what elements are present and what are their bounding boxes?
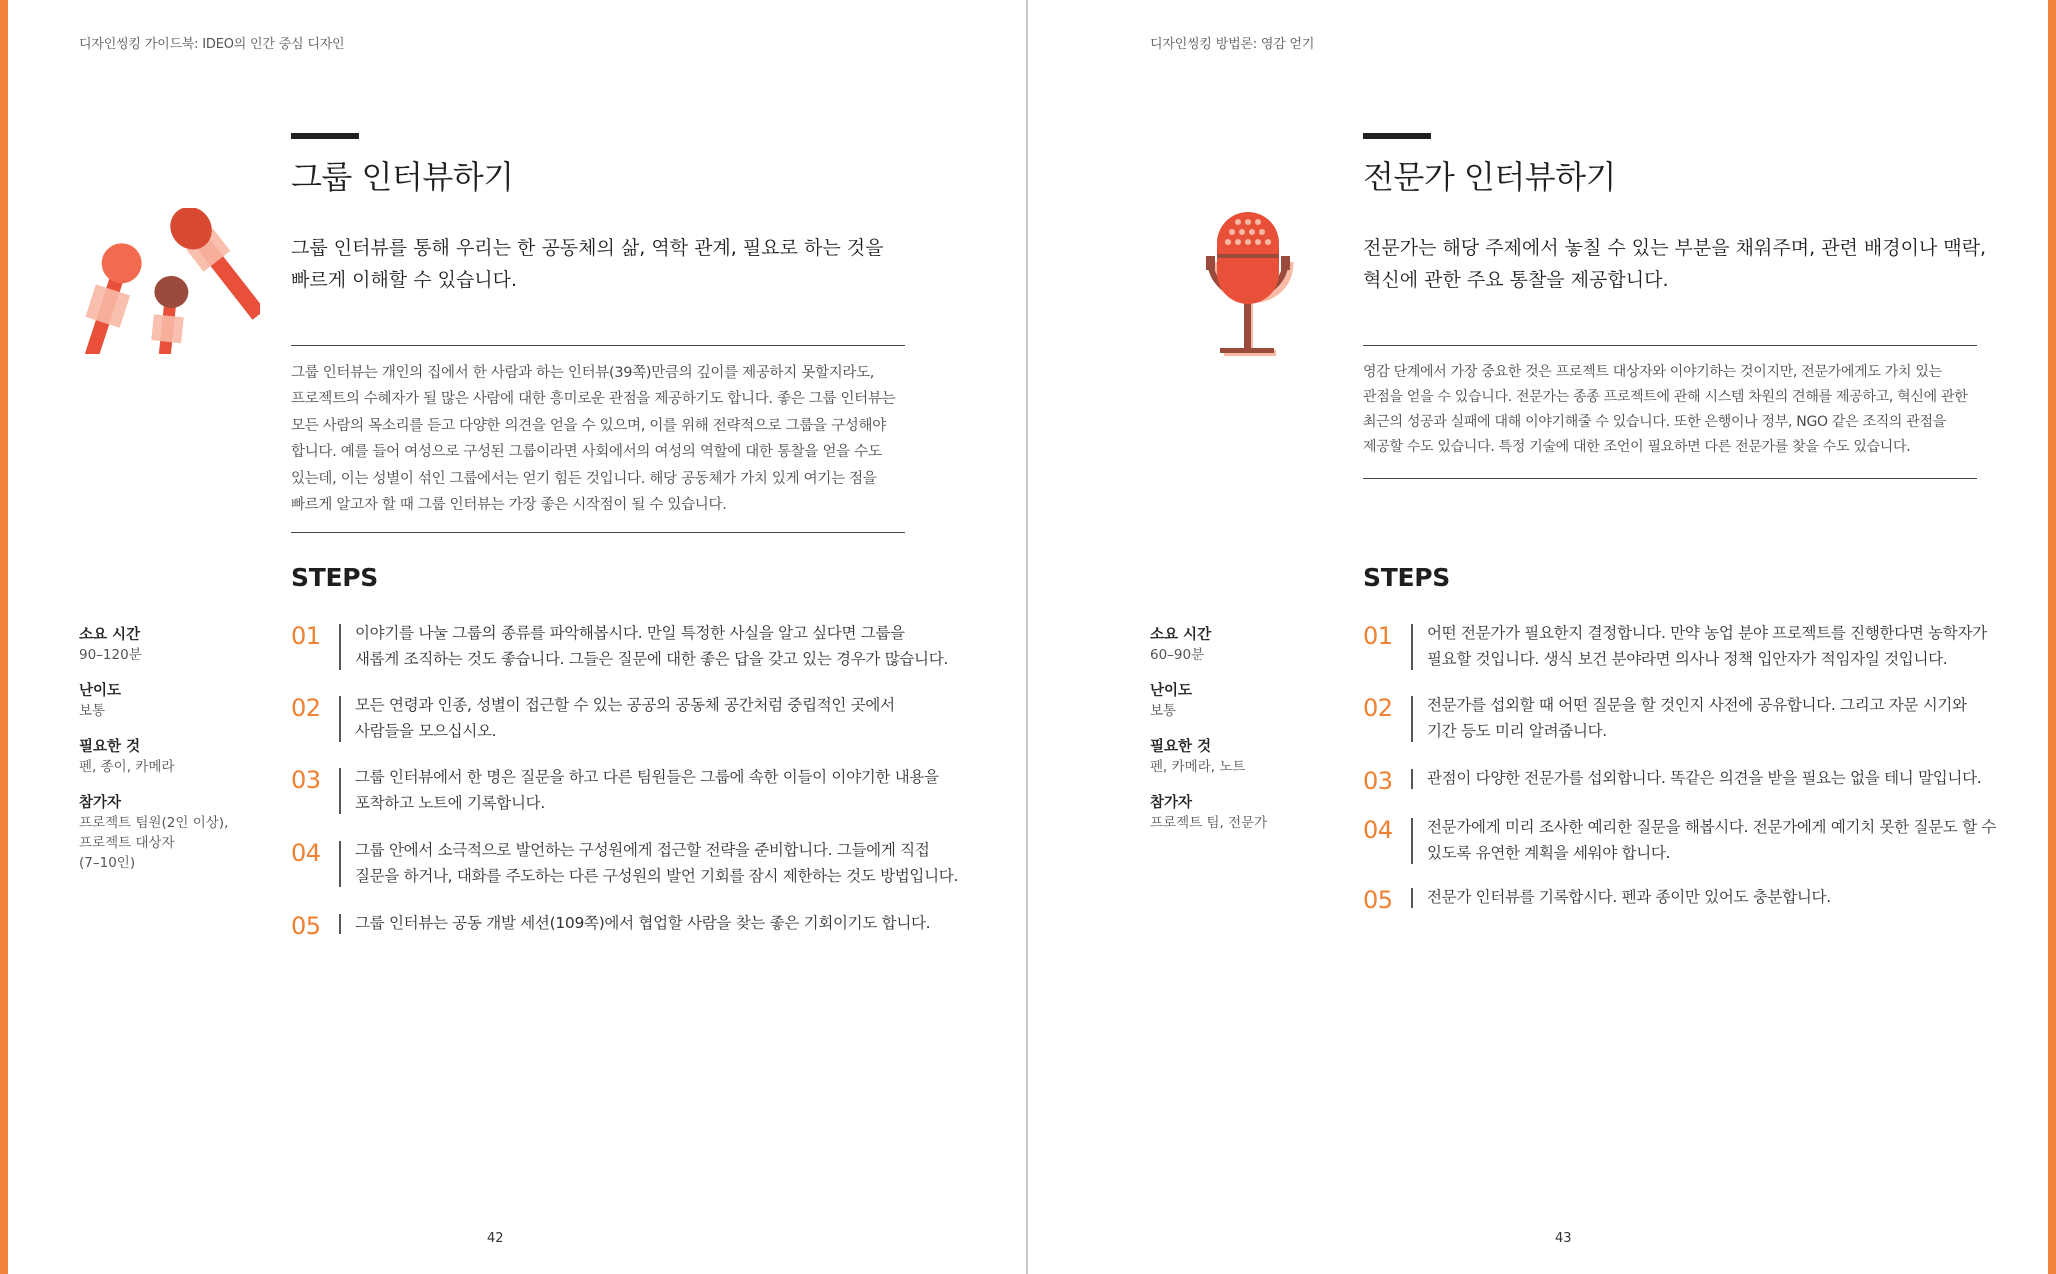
step-line: 전문가 인터뷰를 기록합시다. 펜과 종이만 있어도 충분합니다. [1427, 888, 1831, 906]
step-line: 그룹 인터뷰는 공동 개발 세션(109쪽)에서 협업할 사람을 찾는 좋은 기회이기도 합니다. [355, 914, 931, 932]
meta-value: 보통 [1150, 703, 1177, 719]
lede [291, 232, 931, 296]
step-line: 있도록 유연한 계획을 세워야 합니다. [1427, 844, 1671, 862]
body-line: 모든 사람의 목소리를 듣고 다양한 의견을 얻을 수 있으며, 이를 위해 전략적으로 그룹을 구성해야 [291, 417, 886, 434]
step-line: 사람들을 모으십시오. [355, 722, 497, 740]
section-rule [1363, 478, 1977, 479]
body-line: 프로젝트의 수혜자가 될 많은 사람에 대한 흥미로운 관점을 제공하기도 합니다. 좋은 그룹 인터뷰는 [291, 391, 896, 408]
step-number: 02 [1363, 694, 1393, 722]
body-line: 있는데, 이는 성별이 섞인 그룹에서는 얻기 힘든 것입니다. 해당 공동체가 가치 있게 여기는 점을 [291, 470, 877, 487]
step-text [355, 837, 958, 889]
step-item [291, 764, 939, 816]
step-line: 모든 연령과 인종, 성별이 접근할 수 있는 공공의 공동체 공간처럼 중립적인 곳에서 [355, 696, 895, 714]
body-line: 관점을 얻을 수 있습니다. 전문가는 종종 프로젝트에 관해 시스템 차원의 견해를 제공하고, 혁신에 관한 [1363, 389, 1968, 405]
step-number: 02 [291, 694, 321, 722]
step-number: 05 [1363, 886, 1393, 914]
step-item [1363, 884, 1831, 914]
meta-label: 소요 시간 [1150, 627, 1212, 643]
left-page [0, 0, 1026, 1274]
lede-line: 빠르게 이해할 수 있습니다. [291, 269, 518, 291]
running-header: 디자인씽킹 가이드북: IDEO의 인간 중심 디자인 [79, 37, 345, 52]
body-text [1363, 360, 1967, 460]
meta-label: 참가자 [79, 795, 122, 811]
step-item [1363, 692, 1967, 744]
step-divider [1411, 888, 1413, 908]
section-rule [291, 532, 905, 533]
meta-value: 60–90분 [1150, 647, 1205, 663]
step-line: 기간 등도 미리 알려줍니다. [1427, 722, 1607, 740]
step-number: 05 [291, 912, 321, 940]
step-text [1427, 765, 1981, 791]
step-line: 새롭게 조직하는 것도 좋습니다. 그들은 질문에 대한 좋은 답을 갖고 있는 경우가 많습니다. [355, 650, 949, 668]
step-number: 03 [291, 766, 321, 794]
step-number: 01 [1363, 622, 1393, 650]
step-number: 04 [1363, 816, 1393, 844]
step-text [355, 764, 939, 816]
step-number: 03 [1363, 767, 1393, 795]
step-divider [1411, 818, 1413, 864]
section-rule [1363, 345, 1977, 346]
meta-label: 필요한 것 [79, 739, 141, 755]
body-line: 최근의 성공과 실패에 대해 이야기해줄 수 있습니다. 또한 은행이나 정부, NGO 같은 조직의 관점을 [1363, 414, 1946, 430]
meta-value [79, 813, 228, 873]
page-title: 전문가 인터뷰하기 [1363, 158, 1616, 196]
step-divider [339, 914, 341, 934]
step-divider [1411, 624, 1413, 670]
meta-value-line: 프로젝트 대상자 [79, 835, 175, 851]
step-text [1427, 620, 1987, 672]
step-line: 이야기를 나눌 그룹의 종류를 파악해봅시다. 만일 특정한 사실을 알고 싶다면 그룹을 [355, 624, 905, 642]
step-divider [1411, 769, 1413, 789]
right-edge-accent [2048, 0, 2056, 1274]
page-number: 42 [487, 1231, 504, 1246]
step-line: 어떤 전문가가 필요한지 결정합니다. 만약 농업 분야 프로젝트를 진행한다면 농학자가 [1427, 624, 1987, 642]
meta-label: 소요 시간 [79, 627, 141, 643]
body-line: 합니다. 예를 들어 여성으로 구성된 그룹이라면 사회에서의 여성의 역할에 대한 통찰을 얻을 수도 [291, 444, 882, 461]
meta-label: 난이도 [1150, 683, 1193, 699]
step-item [291, 620, 948, 672]
handheld-microphones-icon [78, 208, 260, 354]
step-line: 전문가에게 미리 조사한 예리한 질문을 해봅시다. 전문가에게 예기치 못한 질문도 할 수 [1427, 818, 1997, 836]
step-item [1363, 765, 1981, 795]
step-divider [339, 696, 341, 742]
body-line: 빠르게 알고자 할 때 그룹 인터뷰는 가장 좋은 시작점이 될 수 있습니다. [291, 497, 727, 514]
body-line: 제공할 수도 있습니다. 특정 기술에 대한 조언이 필요하면 다른 전문가를 찾을 수도 있습니다. [1363, 439, 1911, 455]
body-text [291, 360, 895, 518]
step-item [1363, 620, 1987, 672]
step-line: 그룹 인터뷰에서 한 명은 질문을 하고 다른 팀원들은 그룹에 속한 이들이 이야기한 내용을 [355, 768, 939, 786]
section-rule [291, 345, 905, 346]
step-text [355, 910, 930, 936]
meta-value: 90–120분 [79, 647, 142, 663]
meta-value: 펜, 카메라, 노트 [1150, 759, 1246, 775]
meta-value-line: (7–10인) [79, 855, 136, 871]
studio-microphone-icon [1196, 208, 1300, 360]
step-line: 관점이 다양한 전문가를 섭외합니다. 똑같은 의견을 받을 필요는 없을 테니 말입니다. [1427, 769, 1982, 787]
step-item [1363, 814, 1996, 866]
lede-line: 그룹 인터뷰를 통해 우리는 한 공동체의 삶, 역학 관계, 필요로 하는 것을 [291, 237, 884, 259]
step-line: 포착하고 노트에 기록합니다. [355, 794, 545, 812]
meta-label: 난이도 [79, 683, 122, 699]
body-line: 영감 단계에서 가장 중요한 것은 프로젝트 대상자와 이야기하는 것이지만, 전문가에게도 가치 있는 [1363, 364, 1942, 380]
step-text [1427, 884, 1831, 910]
page-number: 43 [1555, 1231, 1572, 1246]
step-line: 질문을 하거나, 대화를 주도하는 다른 구성원의 발언 기회를 잠시 제한하는 것도 방법입니다. [355, 867, 959, 885]
meta-label: 필요한 것 [1150, 739, 1212, 755]
step-number: 04 [291, 839, 321, 867]
step-text [355, 620, 948, 672]
method-meta [79, 625, 228, 889]
step-line: 전문가를 섭외할 때 어떤 질문을 할 것인지 사전에 공유합니다. 그리고 자문 시기와 [1427, 696, 1967, 714]
step-number: 01 [291, 622, 321, 650]
steps-heading: STEPS [1363, 563, 1450, 592]
lede-line: 혁신에 관한 주요 통찰을 제공합니다. [1363, 269, 1669, 291]
lede-line: 전문가는 해당 주제에서 놓칠 수 있는 부분을 채워주며, 관련 배경이나 맥락, [1363, 237, 1987, 259]
step-divider [339, 768, 341, 814]
step-line: 필요할 것입니다. 생식 보건 분야라면 의사나 정책 입안자가 적임자일 것입니다. [1427, 650, 1948, 668]
step-divider [339, 841, 341, 887]
step-text [1427, 692, 1967, 744]
meta-value: 펜, 종이, 카메라 [79, 759, 175, 775]
step-text [1427, 814, 1996, 866]
lede [1363, 232, 1987, 296]
step-line: 그룹 안에서 소극적으로 발언하는 구성원에게 접근할 전략을 준비합니다. 그들에게 직접 [355, 841, 930, 859]
title-accent-bar [291, 133, 359, 139]
meta-value-line: 프로젝트 팀원(2인 이상), [79, 815, 229, 831]
body-line: 그룹 인터뷰는 개인의 집에서 한 사람과 하는 인터뷰(39쪽)만큼의 깊이를 제공하지 못할지라도, [291, 365, 875, 381]
meta-value-line: 프로젝트 팀, 전문가 [1150, 815, 1268, 831]
title-accent-bar [1363, 133, 1431, 139]
step-divider [1411, 696, 1413, 742]
steps-heading: STEPS [291, 563, 378, 592]
step-item [291, 910, 930, 940]
step-text [355, 692, 895, 744]
step-item [291, 837, 958, 889]
meta-value: 보통 [79, 703, 106, 719]
step-divider [339, 624, 341, 670]
method-meta [1150, 625, 1267, 849]
page-title: 그룹 인터뷰하기 [291, 158, 514, 196]
running-header: 디자인씽킹 방법론: 영감 얻기 [1150, 37, 1315, 52]
meta-value [1150, 813, 1267, 833]
meta-label: 참가자 [1150, 795, 1193, 811]
step-item [291, 692, 895, 744]
right-page [1028, 0, 2048, 1274]
